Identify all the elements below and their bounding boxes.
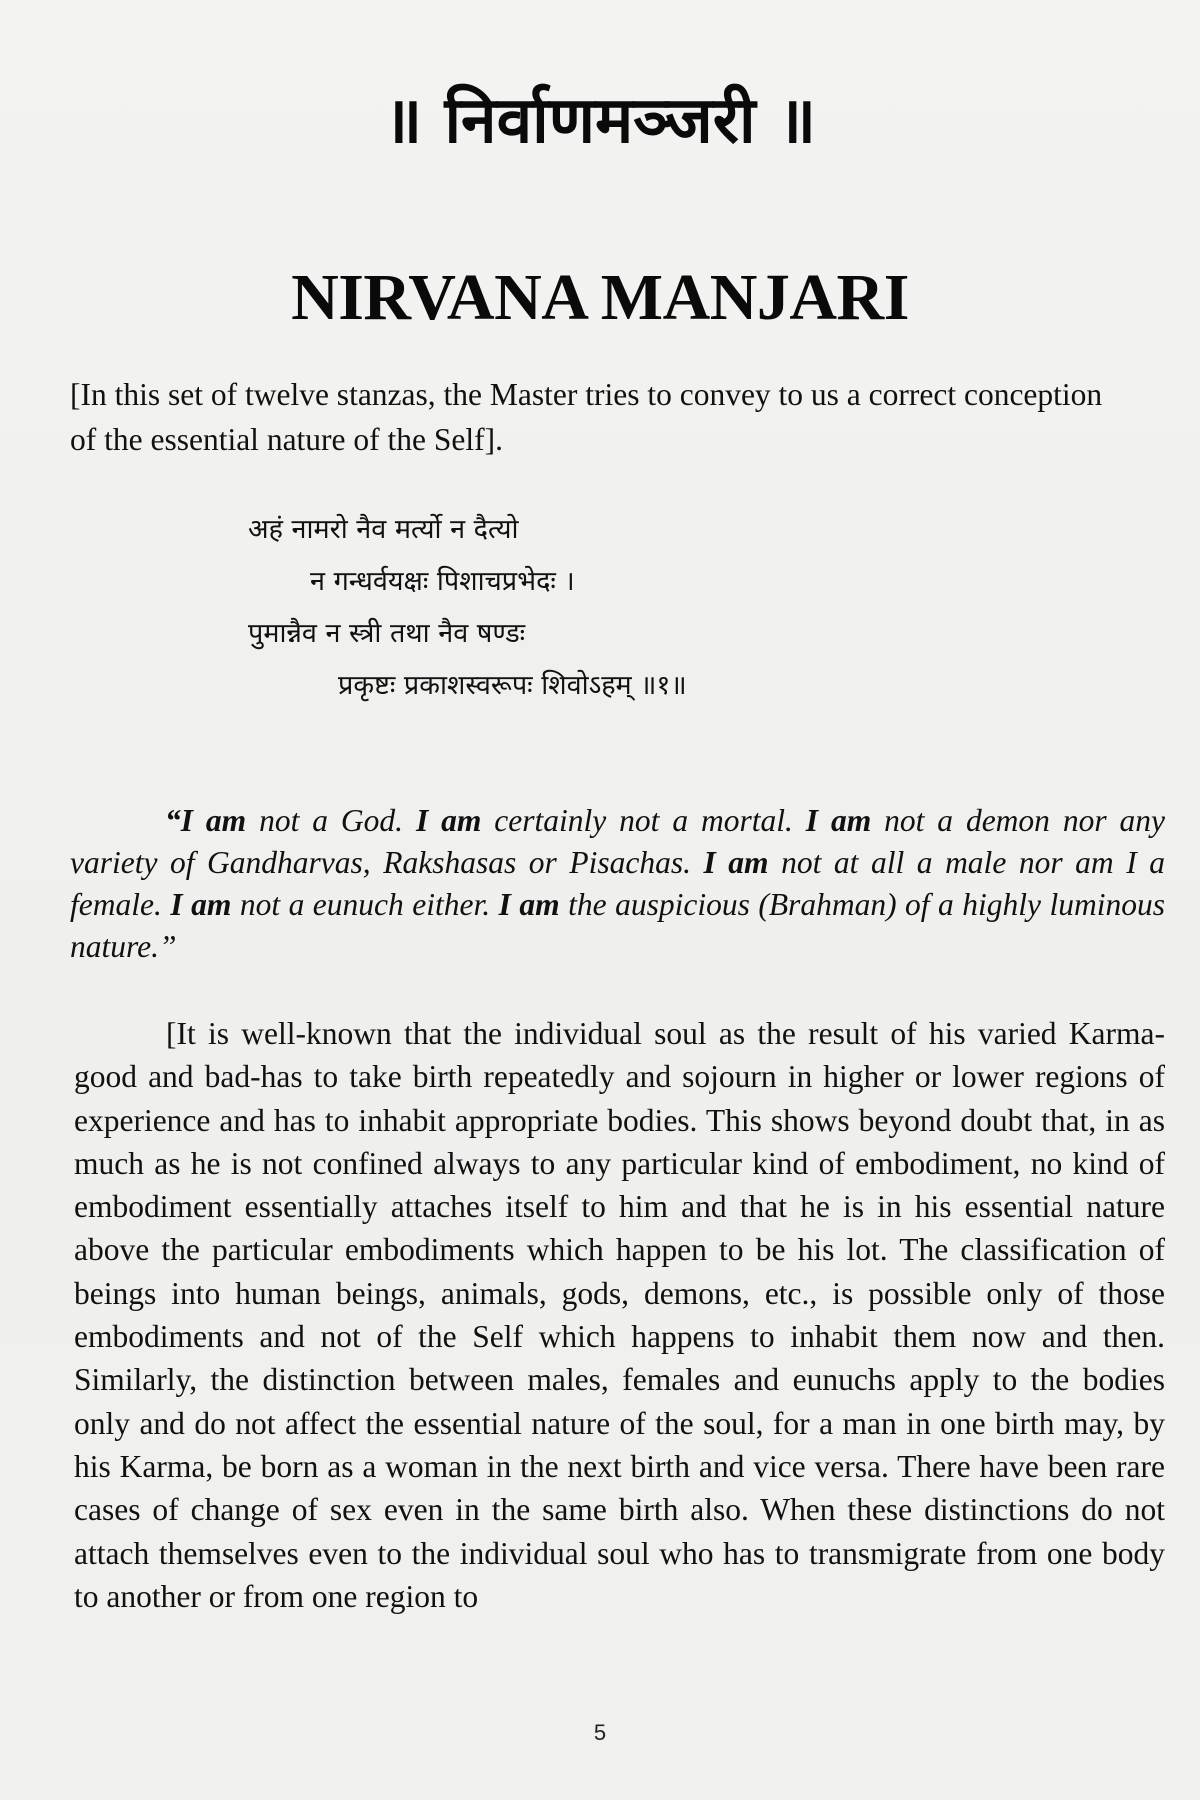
page-number: 5	[593, 1720, 607, 1745]
sanskrit-title: ॥ निर्वाणमञ्जरी ॥	[383, 84, 817, 158]
commentary-paragraph: [It is well-known that the individual soul as the result of his varied Karma-good and bad-has to take birth repeatedly and sojourn in higher or lower regions of experience and has to inhabit appropriate bodies. This shows beyond doubt that, in as much as he is not confined always to any particular kind of embodiment, no kind of embodiment essentially attaches itself to him and that he is in his essential nature above the particular embodiments which happen to be his lot. The classification of beings into human beings, animals, gods, demons, etc., is possible only of those embodiments and not of the Self which happens to inhabit them now and then. Similarly, the distinction between males, females and eunuchs apply to the bodies only and do not affect the essential nature of the soul, for a man in one birth may, by his Karma, be born as a woman in the next birth and vice versa. There have been rare cases of change of sex even in the same birth also. When these distinctions do not attach themselves even to the individual soul who has to transmigrate from one body to another or from one region to	[74, 1016, 1165, 1614]
translation-sentence-1: “I am not a God.	[165, 803, 404, 838]
translation-sentence-5: I am not a eunuch either.	[161, 887, 491, 922]
translation-sentence-6: I am the auspicious (Brahman) of a highly luminous nature.”	[70, 887, 1166, 964]
translation-sentence-2: I am certainly not a mortal.	[403, 803, 793, 838]
english-title: NIRVANA MANJARI	[291, 261, 909, 334]
translation-sentence-4: I am not at all a male nor am I a female.	[70, 845, 1165, 922]
verse-translation	[70, 800, 1165, 968]
translation-sentence-3: I am not a demon nor any variety of Gandharvas, Rakshasas or Pisachas.	[70, 803, 1165, 880]
verse-line-2: न गन्धर्वयक्षः पिशाचप्रभेदः ।	[310, 566, 575, 597]
intro-paragraph: [In this set of twelve stanzas, the Master tries to convey to us a correct conception of the essential nature of the Self].	[70, 377, 1103, 457]
verse-line-1: अहं नामरो नैव मर्त्यो न दैत्यो	[248, 514, 519, 545]
verse-line-4: प्रकृष्टः प्रकाशस्वरूपः शिवोऽहम् ॥१॥	[338, 670, 687, 701]
verse-line-3: पुमान्नैव न स्त्री तथा नैव षण्डः	[248, 618, 526, 649]
